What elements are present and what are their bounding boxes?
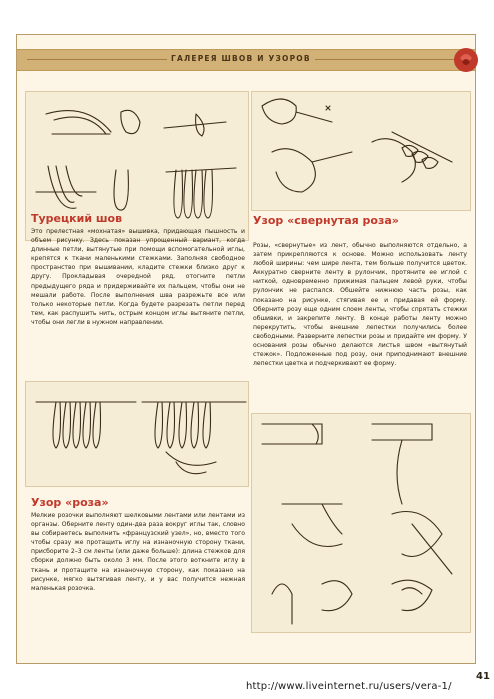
section-heading-turkish-stitch: Турецкий шов xyxy=(31,212,123,225)
section-text-turkish-stitch: Это прелестная «мохнатая» вышивка, придающая пышность и объем рисунку. Здесь показан упрощенный вариант, когда длинные петли, вытянутые при помощи вспомогательной иглы, крепятся к ткани маленькими стежками. Заполняя свободное пространство при вышивании, кладите стежки близко друг к другу. Прокладывая очередной ряд, отогните петли предыдущего ряда и придерживайте их пальцем, чтобы они не мешали работе. После выполнения шва разрежьте все или только некоторые петли. Когда будете разрезать петли перед тем, как распушить нить, острым концом иглы вытяните петли, чтобы они легли в нужном направлении. xyxy=(31,228,245,326)
ribbon-rose-drawing xyxy=(26,382,250,488)
rolled-rose-drawing xyxy=(252,92,472,212)
page-number: 41 xyxy=(476,671,490,682)
section-title: ГАЛЕРЕЯ ШВОВ И УЗОРОВ xyxy=(167,54,315,63)
rose-emblem-icon xyxy=(452,46,480,74)
book-page xyxy=(16,34,490,682)
section-text-rose: Мелкие розочки выполняют шелковыми лентами или лентами из органзы. Оберните ленту один-два раза вокруг иглы так, словно вы собираетесь выполнить «французский узел», но, вместо того чтобы сразу же протащить иглу на изнаночную сторону ткани, присборите 2–3 см ленты (или даже больше): длина стежков для сборки должно быть около 3 мм. После этого воткните иглу в ткань и протащите на изнаночную сторону, как показано на рисунке, мягко вытягивая ленту, и у вас получится нежная маленькая розочка. xyxy=(31,512,245,592)
rolled-rose-illustration xyxy=(251,91,471,211)
section-heading-rose: Узор «роза» xyxy=(31,496,109,509)
section-header-band xyxy=(17,49,475,71)
ribbon-rose-illustration xyxy=(25,381,249,487)
rolled-rose-steps-drawing xyxy=(252,414,472,634)
source-url[interactable]: http://www.liveinternet.ru/users/vera-1/ xyxy=(246,681,452,692)
section-heading-rolled-rose: Узор «свернутая роза» xyxy=(253,214,399,227)
rolled-rose-steps-illustration xyxy=(251,413,471,633)
section-text-rolled-rose: Розы, «свернутые» из лент, обычно выполняются отдельно, а затем прикрепляются к основе. Можно использовать ленту любой ширины: чем шире лента, тем больше получится цветок. Аккуратно сверните ленту в рулончик, протяните ее иглой с ниткой, одновременно прижимая пальцем левой руки, чтобы рулончик не распался. Обшейте нижнюю часть розы, как показано на рисунке, стягивая ее и придавая ей форму. Оберните розу еще одним слоем ленты, чтобы спрятать стежки обшивки, и закрепите ленту. В конце работы ленту можно перекрутить, чтобы внешние лепестки получились более свободными. Разверните лепестки розы и придайте им форму. У основания розы обычно делаются листья швом «вытянутый стежок». Подложенные под розу, они приподнимают внешние лепестки цветка и подчеркивают ее форму. xyxy=(253,242,467,368)
